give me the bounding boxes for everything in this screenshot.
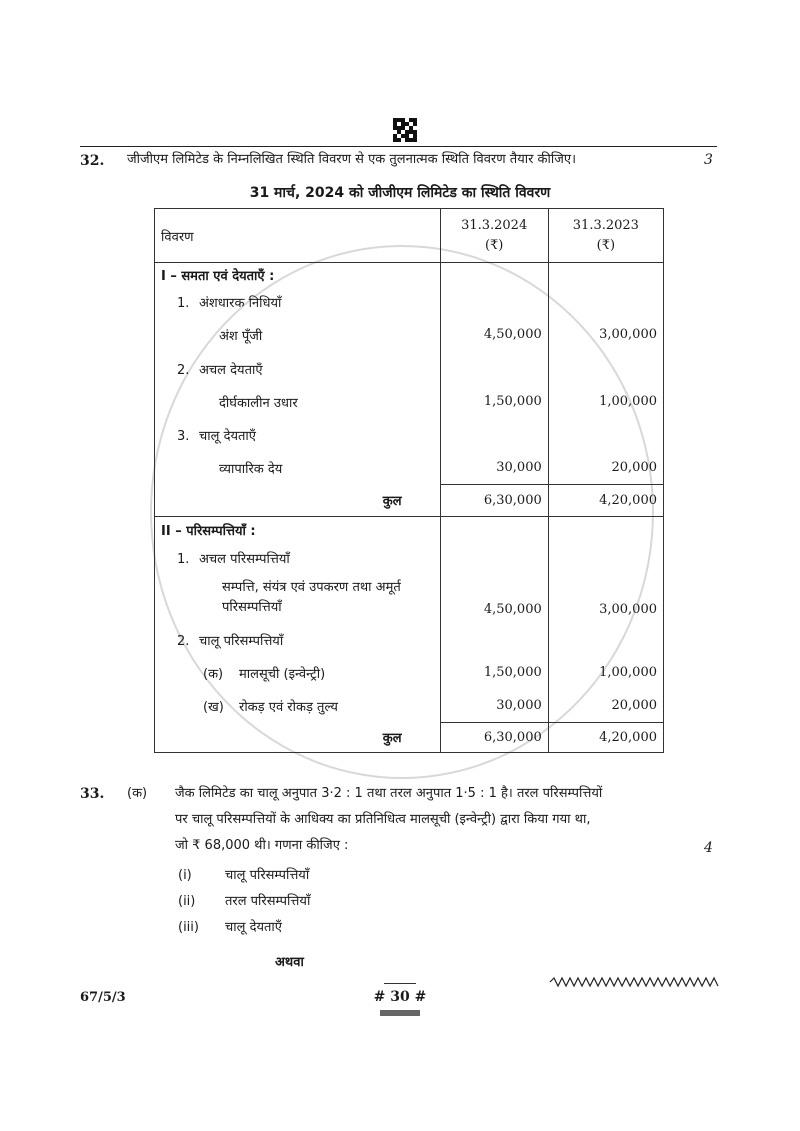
or-label: अथवा — [275, 955, 304, 970]
balance-sheet-title: 31 मार्च, 2024 को जीजीएम लिमिटेड का स्थिति विवरण — [249, 185, 551, 201]
qr-code-icon — [393, 118, 417, 142]
footer-bar — [380, 1010, 420, 1016]
total-label: कुल — [155, 723, 441, 753]
table-row — [155, 317, 664, 353]
q33-line3: जो ₹ 68,000 थी। गणना कीजिए : — [175, 838, 349, 853]
balance-sheet-table — [154, 208, 664, 753]
row-number: 1. — [177, 551, 190, 567]
table-header-row — [155, 209, 664, 263]
trade-payables-label: व्यापारिक देय — [155, 451, 441, 485]
table-row-total — [155, 485, 664, 517]
cash-2023: 20,000 — [548, 689, 663, 723]
q33-item-label: (iii) — [178, 920, 199, 935]
total-label: कुल — [155, 485, 441, 517]
share-capital-2023: 3,00,000 — [548, 317, 663, 353]
inventory-label: मालसूची (इन्वेन्ट्री) — [239, 666, 326, 682]
total-assets-2024: 6,30,000 — [440, 723, 548, 753]
ppe-2023: 3,00,000 — [548, 573, 663, 623]
col-2023-unit: (₹) — [596, 237, 616, 253]
trade-payables-2024: 30,000 — [440, 451, 548, 485]
trade-payables-2023: 20,000 — [548, 451, 663, 485]
table-row — [155, 385, 664, 419]
table-row — [155, 353, 664, 385]
page-number: # 30 # — [373, 989, 427, 1005]
table-row — [155, 689, 664, 723]
inventory-2023: 1,00,000 — [548, 657, 663, 689]
table-row-total — [155, 723, 664, 753]
table-row — [155, 623, 664, 657]
current-assets-label: चालू परिसम्पत्तियाँ — [199, 633, 284, 649]
q33-line1: जैक लिमिटेड का चालू अनुपात 3·2 : 1 तथा तरल अनुपात 1·5 : 1 है। तरल परिसम्पत्तियों — [175, 786, 603, 801]
cash-label: रोकड़ एवं रोकड़ तुल्य — [239, 699, 338, 715]
share-capital-2024: 4,50,000 — [440, 317, 548, 353]
share-capital-label: अंश पूँजी — [155, 317, 441, 353]
q32-marks: 3 — [704, 152, 713, 168]
col-particulars: विवरण — [155, 209, 441, 263]
row-number: 2. — [177, 362, 190, 378]
col-2023 — [548, 209, 663, 263]
item-label: (ख) — [203, 699, 224, 715]
col-2024-date: 31.3.2024 — [461, 217, 528, 233]
q33-line2: पर चालू परिसम्पत्तियों के आधिक्य का प्रतिनिधित्व मालसूची (इन्वेन्ट्री) द्वारा किया गया था, — [175, 812, 591, 827]
table-row — [155, 517, 664, 543]
total-liabilities-2023: 4,20,000 — [548, 485, 663, 517]
ppe-line2: परिसम्पत्तियाँ — [222, 599, 282, 615]
table-row — [155, 657, 664, 689]
row-number: 3. — [177, 428, 190, 444]
table-row — [155, 543, 664, 573]
table-row — [155, 451, 664, 485]
col-2024 — [440, 209, 548, 263]
long-term-borrowings-2024: 1,50,000 — [440, 385, 548, 419]
ppe-2024: 4,50,000 — [440, 573, 548, 623]
ppe-line1: सम्पत्ति, संयंत्र एवं उपकरण तथा अमूर्त — [222, 579, 401, 595]
non-current-liabilities-label: अचल देयताएँ — [199, 362, 263, 378]
shareholders-funds-label: अंशधारक निधियाँ — [199, 295, 282, 311]
total-assets-2023: 4,20,000 — [548, 723, 663, 753]
q33-item-label: (ii) — [178, 894, 196, 909]
footer-line — [384, 983, 416, 984]
row-number: 2. — [177, 633, 190, 649]
table-row — [155, 287, 664, 317]
col-2023-date: 31.3.2023 — [572, 217, 639, 233]
table-row — [155, 263, 664, 287]
q32-text: जीजीएम लिमिटेड के निम्नलिखित स्थिति विवरण से एक तुलनात्मक स्थिति विवरण तैयार कीजिए। — [127, 152, 577, 167]
paper-code: 67/5/3 — [80, 990, 126, 1005]
total-liabilities-2024: 6,30,000 — [440, 485, 548, 517]
q33-item-text: चालू देयताएँ — [225, 920, 282, 935]
table-row — [155, 573, 664, 623]
col-2024-unit: (₹) — [484, 237, 504, 253]
q33-item-label: (i) — [178, 868, 192, 883]
section-assets: II – परिसम्पत्तियाँ : — [155, 517, 441, 543]
cash-2024: 30,000 — [440, 689, 548, 723]
squiggle-line-icon — [548, 975, 728, 989]
table-row — [155, 419, 664, 451]
q33-item-text: चालू परिसम्पत्तियाँ — [225, 868, 310, 883]
q33-number: 33. — [80, 786, 105, 802]
section-equity-liabilities: I – समता एवं देयताएँ : — [155, 263, 441, 287]
q32-number: 32. — [80, 153, 105, 169]
long-term-borrowings-2023: 1,00,000 — [548, 385, 663, 419]
top-rule — [80, 146, 717, 147]
q33-part: (क) — [127, 786, 148, 801]
row-number: 1. — [177, 295, 190, 311]
q33-marks: 4 — [704, 840, 713, 856]
ppe-intangibles — [155, 573, 441, 623]
q33-item-text: तरल परिसम्पत्तियाँ — [225, 894, 311, 909]
long-term-borrowings-label: दीर्घकालीन उधार — [155, 385, 441, 419]
current-liabilities-label: चालू देयताएँ — [199, 428, 256, 444]
inventory-2024: 1,50,000 — [440, 657, 548, 689]
item-label: (क) — [203, 666, 224, 682]
non-current-assets-label: अचल परिसम्पत्तियाँ — [199, 551, 290, 567]
